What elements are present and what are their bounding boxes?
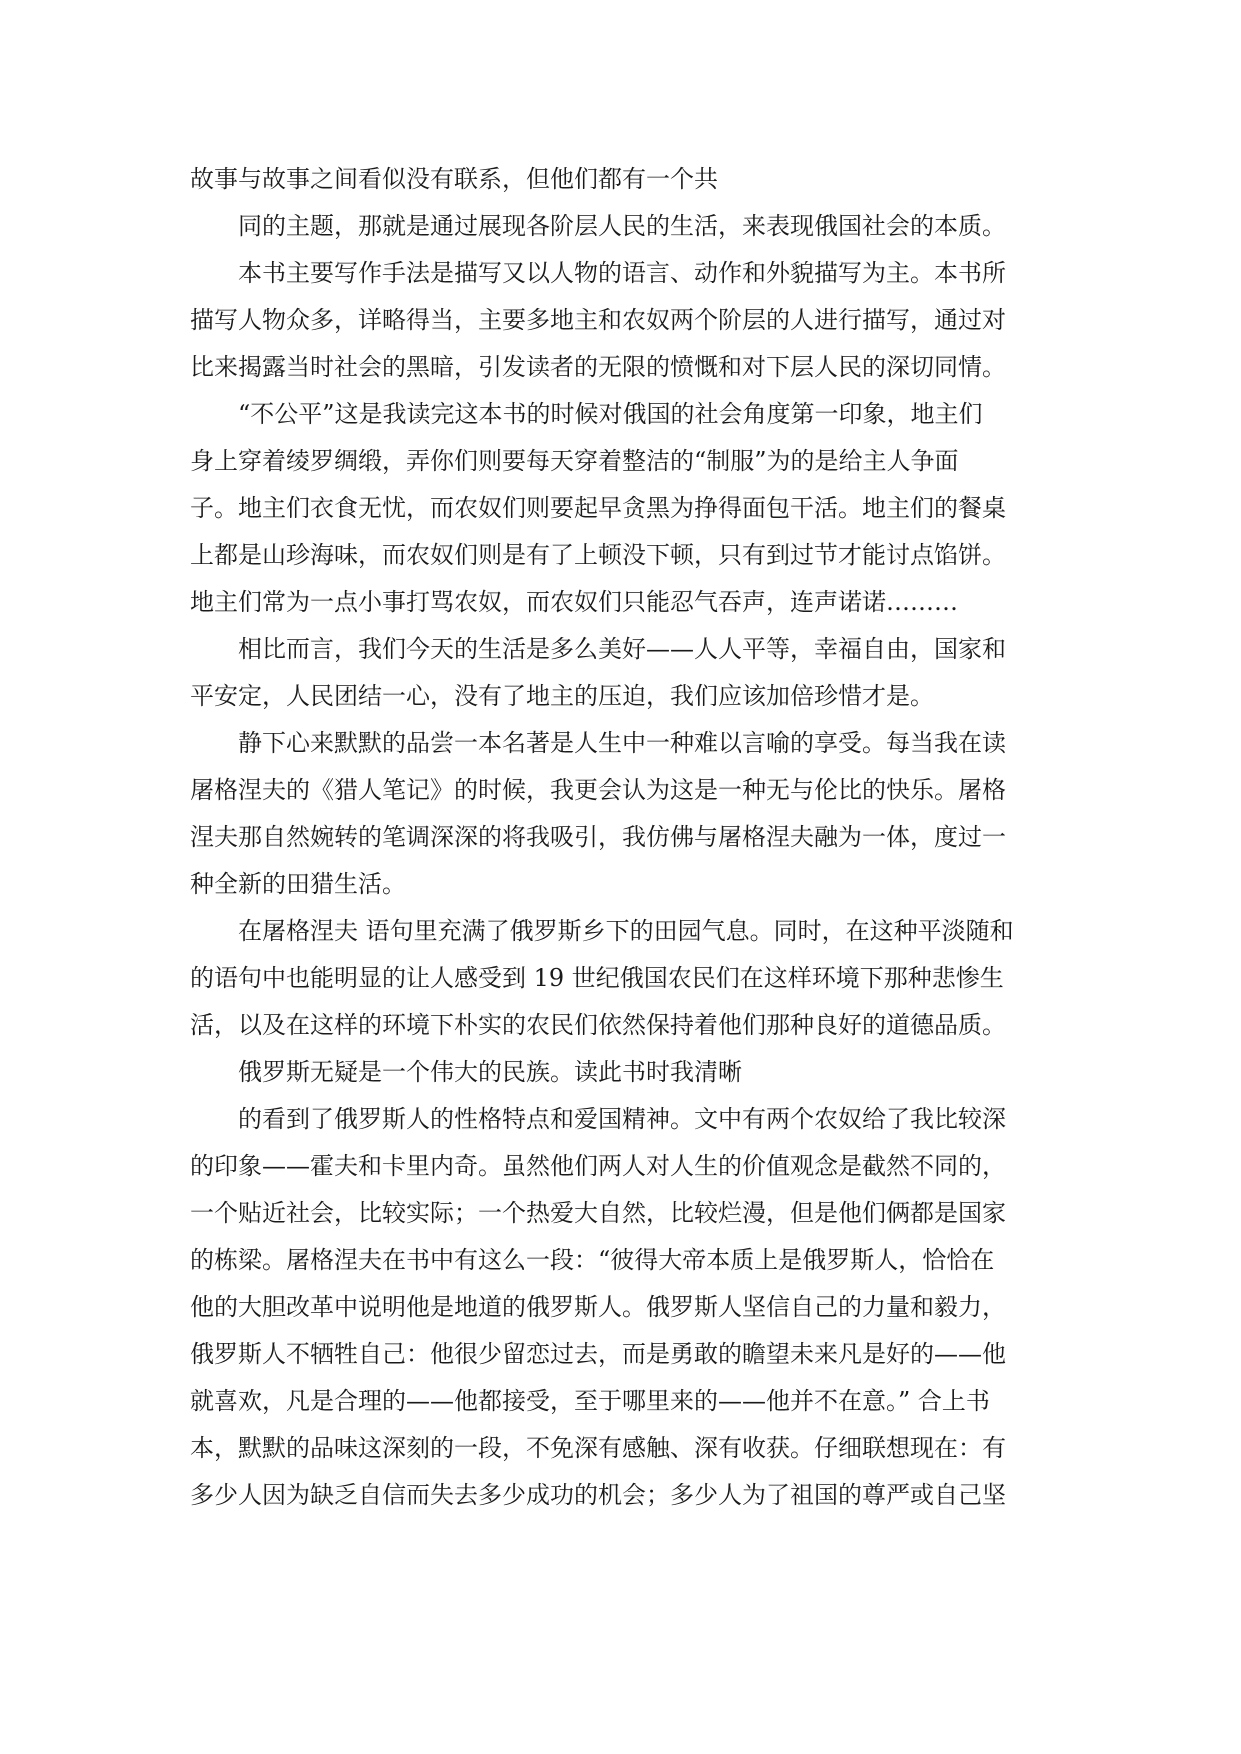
- text-line: 子。地主们衣食无忧，而农奴们则要起早贪黑为挣得面包干活。地主们的餐桌: [190, 494, 1006, 522]
- text-line: 活，以及在这样的环境下朴实的农民们依然保持着他们那种良好的道德品质。: [190, 1011, 1006, 1039]
- text-line: 的看到了俄罗斯人的性格特点和爱国精神。文中有两个农奴给了我比较深: [238, 1105, 1006, 1133]
- text-line: 的印象——霍夫和卡里内奇。虽然他们两人对人生的价值观念是截然不同的，: [190, 1152, 1006, 1180]
- text-line: 本，默默的品味这深刻的一段，不免深有感触、深有收获。仔细联想现在：有: [190, 1434, 1006, 1462]
- text-line: 相比而言，我们今天的生活是多么美好——人人平等，幸福自由，国家和: [238, 635, 1006, 663]
- text-line: 就喜欢，凡是合理的——他都接受，至于哪里来的——他并不在意。” 合上书: [190, 1387, 990, 1415]
- text-line: 静下心来默默的品尝一本名著是人生中一种难以言喻的享受。每当我在读: [238, 729, 1006, 757]
- text-line: “不公平”这是我读完这本书的时候对俄国的社会角度第一印象，地主们: [238, 400, 983, 428]
- text-line: 涅夫那自然婉转的笔调深深的将我吸引，我仿佛与屠格涅夫融为一体，度过一: [190, 823, 1006, 851]
- text-line: 上都是山珍海味，而农奴们则是有了上顿没下顿，只有到过节才能讨点馅饼。: [190, 541, 1006, 569]
- text-line: 他的大胆改革中说明他是地道的俄罗斯人。俄罗斯人坚信自己的力量和毅力，: [190, 1293, 1006, 1321]
- text-line: 在屠格涅夫 语句里充满了俄罗斯乡下的田园气息。同时，在这种平淡随和: [238, 917, 1014, 945]
- text-line: 比来揭露当时社会的黑暗，引发读者的无限的愤慨和对下层人民的深切同情。: [190, 353, 1006, 381]
- text-line: 屠格涅夫的《猎人笔记》的时候，我更会认为这是一种无与伦比的快乐。屠格: [190, 776, 1006, 804]
- text-line: 一个贴近社会，比较实际；一个热爱大自然，比较烂漫，但是他们俩都是国家: [190, 1199, 1006, 1227]
- text-line: 本书主要写作手法是描写又以人物的语言、动作和外貌描写为主。本书所: [238, 259, 1006, 287]
- text-line: 俄罗斯人不牺牲自己：他很少留恋过去，而是勇敢的瞻望未来凡是好的——他: [190, 1340, 1006, 1368]
- body-text: [190, 156, 1070, 1519]
- text-line: 的栋梁。屠格涅夫在书中有这么一段：“彼得大帝本质上是俄罗斯人，恰恰在: [190, 1246, 995, 1274]
- text-line: 多少人因为缺乏自信而失去多少成功的机会；多少人为了祖国的尊严或自己坚: [190, 1481, 1006, 1509]
- text-line: 同的主题，那就是通过展现各阶层人民的生活，来表现俄国社会的本质。: [238, 212, 1006, 240]
- text-line: 俄罗斯无疑是一个伟大的民族。读此书时我清晰: [238, 1058, 742, 1086]
- text-line: 的语句中也能明显的让人感受到 19 世纪俄国农民们在这样环境下那种悲惨生: [190, 964, 1004, 992]
- text-line: 地主们常为一点小事打骂农奴，而农奴们只能忍气吞声，连声诺诺………: [190, 588, 958, 616]
- text-line: 身上穿着绫罗绸缎，弄你们则要每天穿着整洁的“制服”为的是给主人争面: [190, 447, 959, 475]
- text-line: 平安定，人民团结一心，没有了地主的压迫，我们应该加倍珍惜才是。: [190, 682, 934, 710]
- text-line: 故事与故事之间看似没有联系，但他们都有一个共: [190, 165, 718, 193]
- text-line: 描写人物众多，详略得当，主要多地主和农奴两个阶层的人进行描写，通过对: [190, 306, 1006, 334]
- text-line: 种全新的田猎生活。: [190, 870, 406, 898]
